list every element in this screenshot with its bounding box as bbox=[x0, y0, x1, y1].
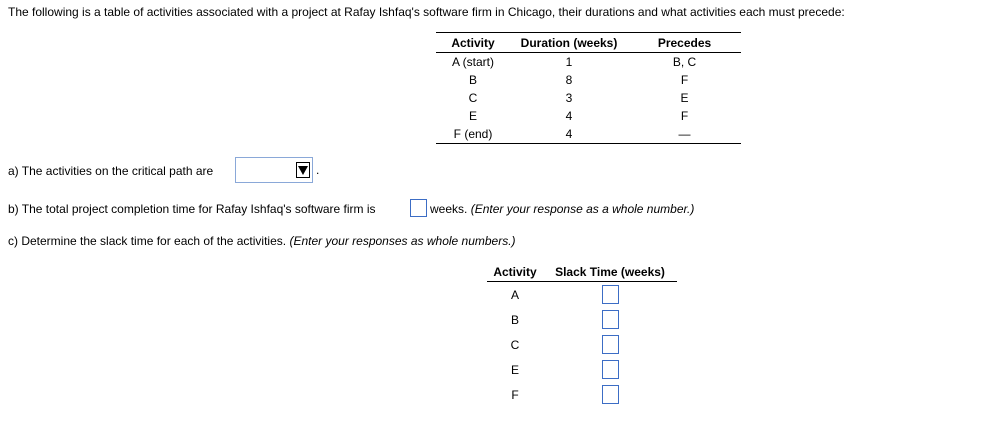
dropdown-arrow-button[interactable] bbox=[296, 162, 310, 178]
slack-table bbox=[487, 263, 677, 407]
activity-cell: C bbox=[468, 91, 478, 105]
header-duration: Duration (weeks) bbox=[510, 33, 628, 53]
slack-input-f[interactable] bbox=[602, 385, 619, 404]
table-row bbox=[487, 382, 677, 407]
activity-cell: F (end) bbox=[436, 125, 510, 144]
table-row bbox=[487, 307, 677, 332]
activity-cell: B bbox=[510, 312, 519, 327]
duration-cell: 8 bbox=[565, 73, 573, 87]
question-a-text: a) The activities on the critical path are bbox=[8, 164, 214, 178]
question-c-prompt: c) Determine the slack time for each of the activities. bbox=[8, 234, 287, 248]
table-row bbox=[487, 357, 677, 382]
question-b-suffix bbox=[430, 202, 694, 216]
triangle-down-icon bbox=[298, 166, 308, 175]
table-row bbox=[436, 125, 741, 144]
activity-cell: E bbox=[468, 109, 477, 123]
question-b-text: b) The total project completion time for Rafay Ishfaq's software firm is bbox=[8, 202, 376, 216]
duration-cell: 3 bbox=[565, 91, 573, 105]
activity-cell: B bbox=[468, 73, 477, 87]
completion-time-input[interactable] bbox=[410, 199, 427, 217]
header-activity: Activity bbox=[487, 263, 543, 282]
activity-cell: E bbox=[510, 362, 519, 377]
table-row bbox=[436, 89, 741, 107]
table-row bbox=[487, 282, 677, 308]
question-a-period: . bbox=[316, 163, 320, 177]
precedes-cell: E bbox=[680, 91, 689, 105]
slack-input-e[interactable] bbox=[602, 360, 619, 379]
question-b-hint: (Enter your response as a whole number.) bbox=[470, 202, 695, 216]
question-b-units: weeks. bbox=[430, 202, 468, 216]
activity-cell: A bbox=[510, 287, 519, 302]
table-row bbox=[436, 53, 741, 72]
activity-cell: A (start) bbox=[451, 55, 494, 69]
table-row bbox=[487, 332, 677, 357]
header-activity: Activity bbox=[436, 33, 510, 53]
table-row bbox=[436, 71, 741, 89]
precedes-cell: — bbox=[628, 125, 741, 144]
critical-path-dropdown[interactable] bbox=[235, 157, 313, 183]
question-c-text bbox=[8, 234, 516, 248]
header-slack-time: Slack Time (weeks) bbox=[543, 263, 677, 282]
duration-cell: 4 bbox=[565, 109, 573, 123]
duration-cell: 4 bbox=[510, 125, 628, 144]
question-c-hint: (Enter your responses as whole numbers.) bbox=[289, 234, 516, 248]
slack-input-c[interactable] bbox=[602, 335, 619, 354]
table-row bbox=[436, 107, 741, 125]
intro-text: The following is a table of activities associated with a project at Rafay Ishfaq's software firm in Chicago, their durations and what activities each must precede: bbox=[8, 5, 845, 19]
slack-input-a[interactable] bbox=[602, 285, 619, 304]
activity-cell: C bbox=[510, 337, 520, 352]
slack-input-b[interactable] bbox=[602, 310, 619, 329]
precedes-cell: B, C bbox=[672, 55, 697, 69]
activity-cell: F bbox=[511, 387, 519, 402]
precedes-cell: F bbox=[680, 73, 689, 87]
activity-table bbox=[436, 32, 741, 144]
duration-cell: 1 bbox=[565, 55, 573, 69]
header-precedes: Precedes bbox=[628, 33, 741, 53]
precedes-cell: F bbox=[680, 109, 689, 123]
